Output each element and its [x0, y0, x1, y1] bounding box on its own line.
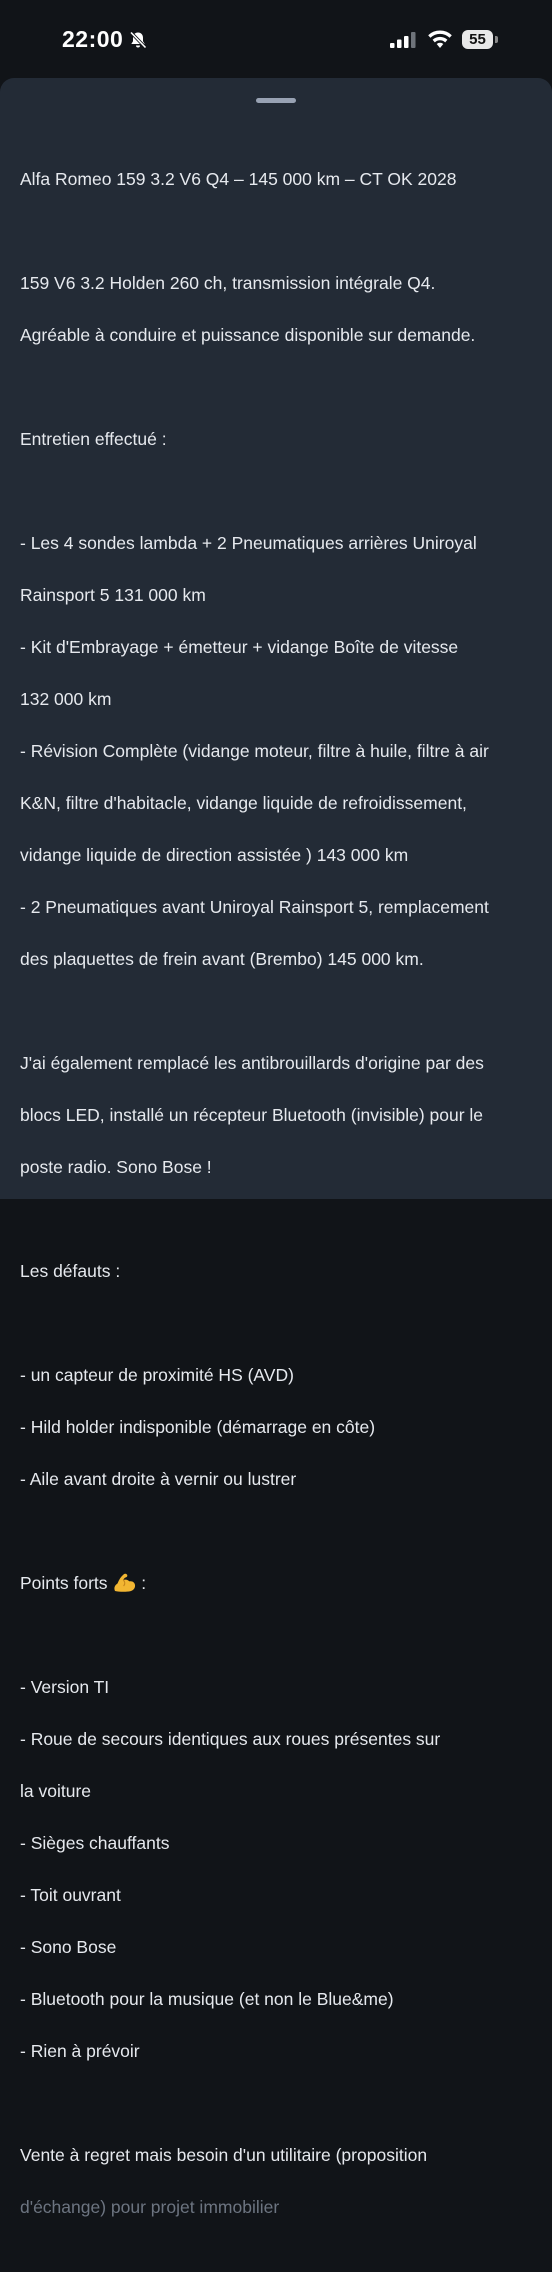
list-item: - Rien à prévoir	[20, 2041, 140, 2061]
list-item: - Bluetooth pour la musique (et non le Blue&me)	[20, 1989, 394, 2009]
title-line: Alfa Romeo 159 3.2 V6 Q4 – 145 000 km – CT OK 2028	[20, 169, 457, 189]
list-item: K&N, filtre d'habitacle, vidange liquide de refroidissement,	[20, 793, 467, 813]
list-item: - un capteur de proximité HS (AVD)	[20, 1365, 294, 1385]
status-bar	[0, 0, 552, 80]
list-item: 132 000 km	[20, 689, 112, 709]
intro-line: Agréable à conduire et puissance disponible sur demande.	[20, 325, 476, 345]
list-item: des plaquettes de frein avant (Brembo) 145 000 km.	[20, 949, 424, 969]
list-item: - Version TI	[20, 1677, 110, 1697]
listing-description	[20, 140, 540, 2272]
status-time: 22:00	[62, 26, 124, 52]
strengths-heading	[20, 1544, 540, 1622]
listing-title	[20, 140, 540, 218]
defects-heading	[20, 1232, 540, 1310]
list-item: - Hild holder indisponible (démarrage en côte)	[20, 1417, 376, 1437]
list-item: Rainsport 5 131 000 km	[20, 585, 206, 605]
extras-paragraph	[20, 1024, 540, 1206]
sheet-grabber-handle[interactable]	[256, 98, 296, 103]
list-item: - Roue de secours identiques aux roues présentes sur	[20, 1729, 441, 1749]
closing-line-cut: d'échange) pour projet immobilier	[20, 2197, 280, 2217]
list-item: - Les 4 sondes lambda + 2 Pneumatiques arrières Uniroyal	[20, 533, 477, 553]
list-item: - Toit ouvrant	[20, 1885, 121, 1905]
intro-paragraph	[20, 244, 540, 374]
maintenance-list	[20, 504, 540, 998]
cellular-signal-icon	[390, 32, 416, 48]
battery-tip	[495, 36, 498, 43]
battery-icon	[462, 30, 498, 50]
extras-line: poste radio. Sono Bose !	[20, 1157, 212, 1177]
closing-line: Vente à regret mais besoin d'un utilitaire (proposition	[20, 2145, 428, 2165]
list-item: - Révision Complète (vidange moteur, filtre à huile, filtre à air	[20, 741, 489, 761]
strengths-list	[20, 1648, 540, 2090]
wifi-icon	[427, 29, 453, 49]
list-item: la voiture	[20, 1781, 92, 1801]
bell-slash-icon	[128, 30, 148, 50]
extras-line: J'ai également remplacé les antibrouillards d'origine par des	[20, 1053, 484, 1073]
maintenance-heading	[20, 400, 540, 478]
intro-line: 159 V6 3.2 Holden 260 ch, transmission intégrale Q4.	[20, 273, 436, 293]
heading-text: Entretien effectué :	[20, 429, 167, 449]
heading-text: Les défauts :	[20, 1261, 121, 1281]
defects-list	[20, 1336, 540, 1518]
flexed-biceps-emoji-icon	[112, 1571, 136, 1593]
heading-suffix: :	[136, 1573, 147, 1593]
list-item: - 2 Pneumatiques avant Uniroyal Rainsport 5, remplacement	[20, 897, 489, 917]
list-item: - Aile avant droite à vernir ou lustrer	[20, 1469, 297, 1489]
list-item: - Sono Bose	[20, 1937, 117, 1957]
heading-text: Points forts	[20, 1573, 108, 1593]
list-item: - Kit d'Embrayage + émetteur + vidange Boîte de vitesse	[20, 637, 459, 657]
battery-level: 55	[462, 30, 493, 49]
list-item: vidange liquide de direction assistée ) 143 000 km	[20, 845, 409, 865]
extras-line: blocs LED, installé un récepteur Bluetooth (invisible) pour le	[20, 1105, 484, 1125]
bottom-sheet[interactable]	[0, 78, 552, 2217]
closing-paragraph	[20, 2116, 540, 2246]
list-item: - Sièges chauffants	[20, 1833, 170, 1853]
heading-line	[20, 1570, 540, 1596]
